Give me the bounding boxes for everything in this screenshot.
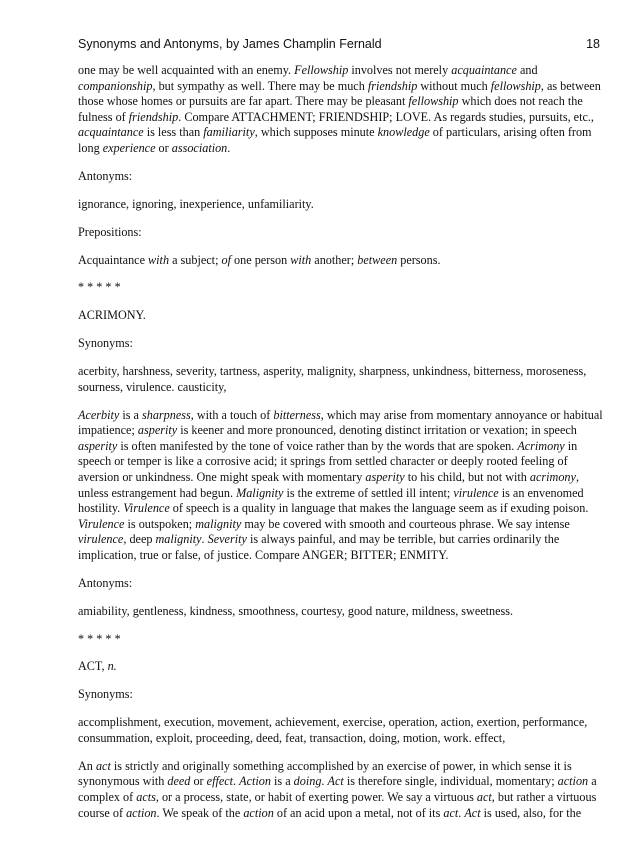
- paragraph: [78, 336, 604, 352]
- paragraph: [78, 576, 604, 592]
- italic-term: act: [443, 805, 459, 820]
- text-run: , or a process, state, or habit of exerting power. We say a virtuous: [155, 789, 477, 804]
- text-run: acerbity, harshness, severity, tartness, asperity, malignity, sharpness, unkindness, bitterness, moroseness, sourness, virulence. causticity,: [78, 364, 587, 394]
- text-run: is keener and more pronounced, denoting distinct irritation or vexation; in speech: [177, 423, 577, 438]
- italic-term: action: [557, 774, 589, 789]
- italic-term: experience: [102, 140, 156, 155]
- text-run: is a: [270, 774, 294, 789]
- text-run: Synonyms:: [78, 687, 133, 702]
- italic-term: action: [126, 805, 157, 820]
- italic-term: association: [171, 140, 228, 155]
- text-run: a subject;: [169, 252, 222, 267]
- text-run: ACT,: [78, 659, 108, 674]
- paragraph: [78, 759, 604, 821]
- text-run: , with a touch of: [190, 407, 274, 422]
- paragraph: [78, 63, 604, 157]
- text-run: and: [516, 63, 538, 77]
- text-run: is therefore single, individual, momentary;: [343, 774, 558, 789]
- text-run: ACRIMONY.: [78, 308, 146, 323]
- italic-term: familiarity: [203, 125, 255, 140]
- italic-term: deed: [167, 774, 191, 789]
- body-text: [78, 63, 604, 833]
- text-run: is an envenomed hostility.: [78, 485, 584, 516]
- text-run: , as between those whose homes or pursuits are far apart. There may be pleasant: [78, 78, 601, 109]
- text-run: ignorance, ignoring, inexperience, unfamiliarity.: [78, 196, 314, 211]
- italic-term: acquaintance: [451, 63, 517, 77]
- italic-term: acts: [136, 789, 156, 804]
- text-run: of particulars, arising often from long: [78, 125, 592, 155]
- italic-term: Fellowship: [294, 63, 349, 77]
- italic-term: friendship: [367, 78, 418, 93]
- text-run: is less than: [143, 125, 204, 140]
- running-header: [78, 37, 600, 51]
- text-run: . Compare ATTACHMENT; FRIENDSHIP; LOVE. As regards studies, pursuits, etc.,: [178, 109, 594, 124]
- paragraph: [78, 408, 604, 564]
- paragraph: [78, 280, 604, 296]
- italic-term: virulence: [78, 532, 124, 547]
- text-run: Synonyms:: [78, 336, 133, 351]
- text-run: of an acid upon a metal, not of its: [273, 805, 444, 820]
- italic-term: of: [221, 252, 231, 267]
- paragraph: [78, 197, 604, 213]
- italic-term: Act: [327, 774, 344, 789]
- text-run: , but sympathy as well. There may be much: [152, 78, 368, 93]
- text-run: is outspoken;: [124, 516, 196, 531]
- paragraph: [78, 632, 604, 648]
- italic-term: doing: [293, 774, 322, 789]
- text-run: or: [155, 140, 172, 155]
- italic-term: sharpness: [141, 407, 191, 422]
- italic-term: acquaintance: [78, 125, 144, 140]
- text-run: which does not reach the fulness of: [78, 94, 583, 124]
- paragraph: [78, 659, 604, 675]
- paragraph: [78, 225, 604, 241]
- text-run: Antonyms:: [78, 575, 133, 590]
- text-run: in speech or temper is like a corrosive acid; it springs from settled character or deeply rooted feeling of aversion or unkindness. One might speak with momentary: [78, 438, 578, 484]
- italic-term: with: [148, 252, 170, 267]
- italic-term: Malignity: [236, 485, 284, 500]
- text-run: involves not merely: [348, 63, 452, 77]
- italic-term: knowledge: [377, 125, 430, 140]
- italic-term: Virulence: [123, 501, 170, 516]
- text-run: is often manifested by the tone of voice rather than by the words that are spoken.: [117, 438, 518, 453]
- text-run: Acquaintance: [78, 252, 149, 267]
- text-run: amiability, gentleness, kindness, smoothness, courtesy, good nature, mildness, sweetness.: [78, 603, 514, 618]
- text-run: . We speak of the: [156, 805, 244, 820]
- text-run: another;: [311, 252, 358, 267]
- text-run: .: [321, 774, 328, 789]
- italic-term: bitterness: [273, 407, 321, 422]
- italic-term: virulence: [453, 485, 499, 500]
- text-run: * * * * *: [78, 280, 121, 295]
- page-number: 18: [586, 37, 600, 51]
- text-run: , deep: [123, 532, 156, 547]
- text-run: may be covered with smooth and courteous phrase. We say intense: [241, 516, 570, 531]
- italic-term: Action: [239, 774, 271, 789]
- italic-term: with: [290, 252, 312, 267]
- italic-term: Virulence: [78, 516, 125, 531]
- text-run: Prepositions:: [78, 224, 142, 239]
- text-run: .: [227, 140, 231, 155]
- text-run: .: [201, 532, 208, 547]
- text-run: An: [78, 758, 96, 773]
- italic-term: Severity: [207, 532, 247, 547]
- italic-term: n.: [107, 659, 117, 674]
- text-run: of speech is a quality in language that makes the language seem as if exuding poison.: [169, 501, 589, 516]
- text-run: a complex of: [78, 774, 597, 804]
- text-run: is the extreme of settled ill intent;: [283, 485, 454, 500]
- italic-term: fellowship: [490, 78, 541, 93]
- italic-term: asperity: [365, 469, 405, 484]
- italic-term: companionship: [78, 78, 153, 93]
- text-run: is used, also, for the: [480, 805, 582, 820]
- text-run: , which may arise from momentary annoyance or habitual impatience;: [78, 407, 603, 438]
- text-run: is always painful, and may be terrible, but carries ordinarily the implication, true or false, of justice. Compare ANGER; BITTER; ENMITY.: [78, 532, 560, 562]
- italic-term: between: [357, 252, 398, 267]
- italic-term: asperity: [137, 423, 178, 438]
- italic-term: friendship: [128, 109, 179, 124]
- italic-term: asperity: [78, 438, 118, 453]
- paragraph: [78, 364, 604, 395]
- text-run: is a: [119, 407, 142, 422]
- italic-term: Acrimony: [517, 438, 565, 453]
- text-run: , but rather a virtuous course of: [78, 789, 597, 820]
- text-run: .: [458, 805, 465, 820]
- text-run: persons.: [397, 252, 441, 267]
- paragraph: [78, 308, 604, 324]
- italic-term: Act: [464, 805, 481, 820]
- italic-term: act: [476, 789, 492, 804]
- paragraph: [78, 253, 604, 269]
- paragraph: [78, 687, 604, 703]
- text-run: without much: [417, 78, 491, 93]
- paragraph: [78, 604, 604, 620]
- text-run: one person: [231, 252, 291, 267]
- text-run: or: [190, 774, 207, 789]
- italic-term: malignity: [195, 516, 242, 531]
- text-run: Antonyms:: [78, 168, 133, 183]
- text-run: , unless estrangement had begun.: [78, 469, 579, 500]
- italic-term: acrimony: [529, 469, 576, 484]
- italic-term: fellowship: [408, 94, 459, 109]
- text-run: accomplishment, execution, movement, achievement, exercise, operation, action, exertion, performance, consummation, exploit, proceeding, deed, feat, transaction, doing, motion, work. effect,: [78, 715, 588, 745]
- paragraph: [78, 715, 604, 746]
- italic-term: Acerbity: [78, 407, 120, 422]
- italic-term: malignity: [155, 532, 202, 547]
- italic-term: act: [95, 758, 111, 773]
- header-title: Synonyms and Antonyms, by James Champlin Fernald: [78, 37, 382, 51]
- text-run: , which supposes minute: [254, 125, 378, 140]
- text-run: to his child, but not with: [404, 469, 530, 484]
- text-run: is strictly and originally something accomplished by an exercise of power, in which sense it is synonymous with: [78, 758, 572, 789]
- text-run: .: [233, 774, 240, 789]
- italic-term: action: [243, 805, 274, 820]
- text-run: * * * * *: [78, 631, 121, 646]
- paragraph: [78, 169, 604, 185]
- text-run: one may be well acquainted with an enemy.: [78, 63, 295, 77]
- italic-term: effect: [206, 774, 234, 789]
